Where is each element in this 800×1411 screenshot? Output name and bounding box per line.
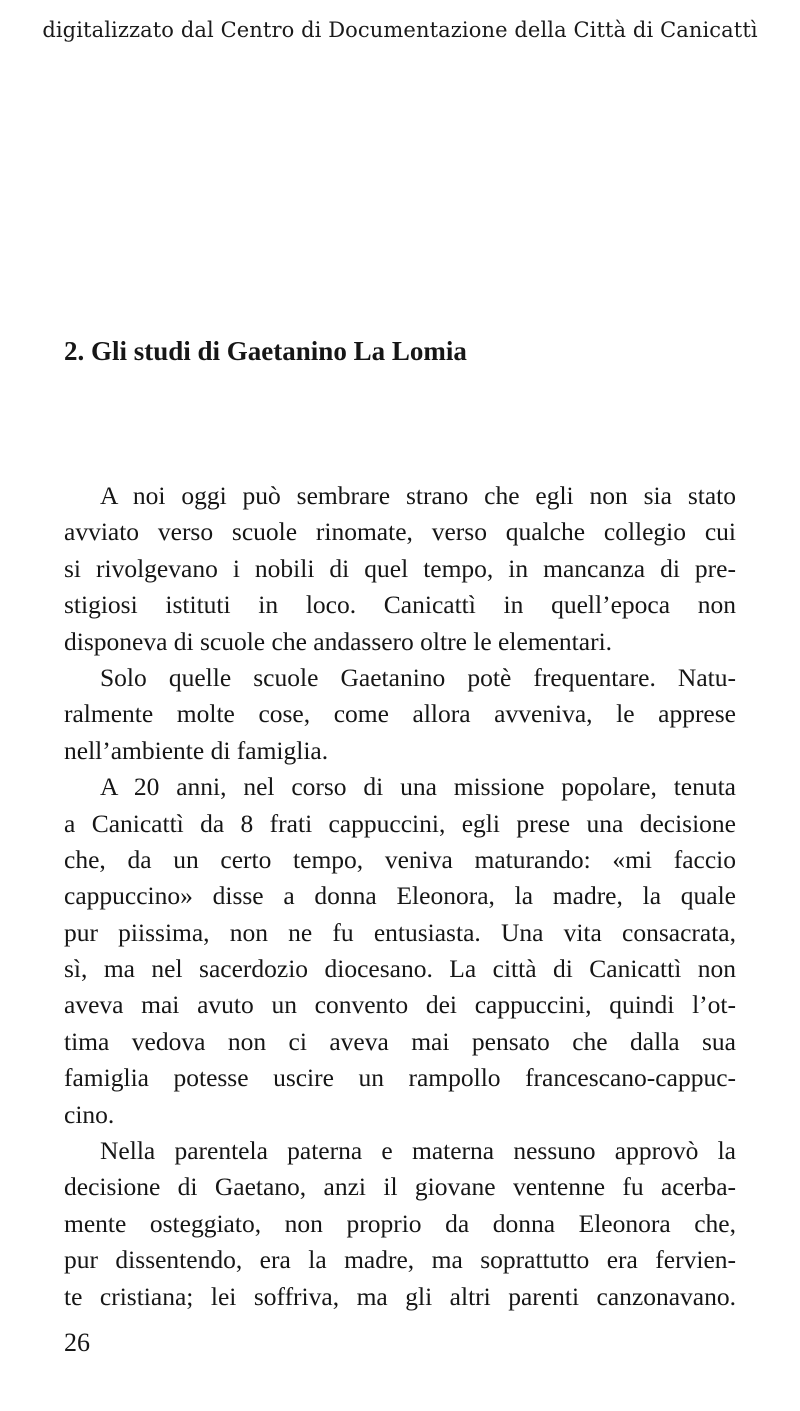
text-line: cino.	[64, 1099, 115, 1129]
text-line: Solo quelle scuole Gaetanino potè frequentare. Natu-	[100, 662, 736, 692]
paragraph	[64, 1133, 736, 1315]
paragraph	[64, 660, 736, 769]
text-line: A noi oggi può sembrare strano che egli non sia stato	[100, 481, 736, 510]
text-line: che, da un certo tempo, veniva maturando: «mi faccio	[64, 844, 736, 874]
digitization-watermark: digitalizzato dal Centro di Documentazione della Città di Canicattì	[42, 18, 758, 42]
text-line: a Canicattì da 8 frati cappuccini, egli prese una decisione	[64, 808, 736, 838]
text-line: Nella parentela paterna e materna nessuno approvò la	[100, 1136, 736, 1166]
text-line: famiglia potesse uscire un rampollo francescano-cappuc-	[64, 1063, 736, 1093]
text-line: disponeva di scuole che andassero oltre le elementari.	[64, 626, 613, 656]
text-line: avviato verso scuole rinomate, verso qualche collegio cui	[64, 517, 736, 547]
text-line: tima vedova non ci aveva mai pensato che dalla sua	[64, 1026, 736, 1056]
text-line: ralmente molte cose, come allora avveniva, le apprese	[64, 699, 736, 729]
text-line: sì, ma nel sacerdozio diocesano. La città di Canicattì non	[64, 954, 736, 984]
text-line: stigiosi istituti in loco. Canicattì in quell’epoca non	[64, 590, 736, 620]
text-line: A 20 anni, nel corso di una missione popolare, tenuta	[100, 772, 736, 802]
text-line: cappuccino» disse a donna Eleonora, la madre, la quale	[64, 881, 736, 911]
page-number: 26	[64, 1328, 90, 1357]
text-line: aveva mai avuto un convento dei cappuccini, quindi l’ot-	[64, 990, 736, 1020]
text-line: decisione di Gaetano, anzi il giovane ventenne fu acerba-	[64, 1172, 736, 1202]
paragraph	[64, 478, 736, 660]
body-text	[64, 478, 736, 1315]
paragraph	[64, 769, 736, 1133]
text-line: pur piissima, non ne fu entusiasta. Una vita consacrata,	[64, 917, 736, 947]
text-line: si rivolgevano i nobili di quel tempo, in mancanza di pre-	[64, 553, 736, 583]
text-line: mente osteggiato, non proprio da donna Eleonora che,	[64, 1208, 736, 1238]
text-line: pur dissentendo, era la madre, ma soprattutto era fervien-	[64, 1245, 736, 1275]
text-line: te cristiana; lei soffriva, ma gli altri parenti canzonavano.	[64, 1281, 736, 1311]
chapter-title: 2. Gli studi di Gaetanino La Lomia	[64, 336, 467, 366]
text-line: nell’ambiente di famiglia.	[64, 735, 329, 765]
